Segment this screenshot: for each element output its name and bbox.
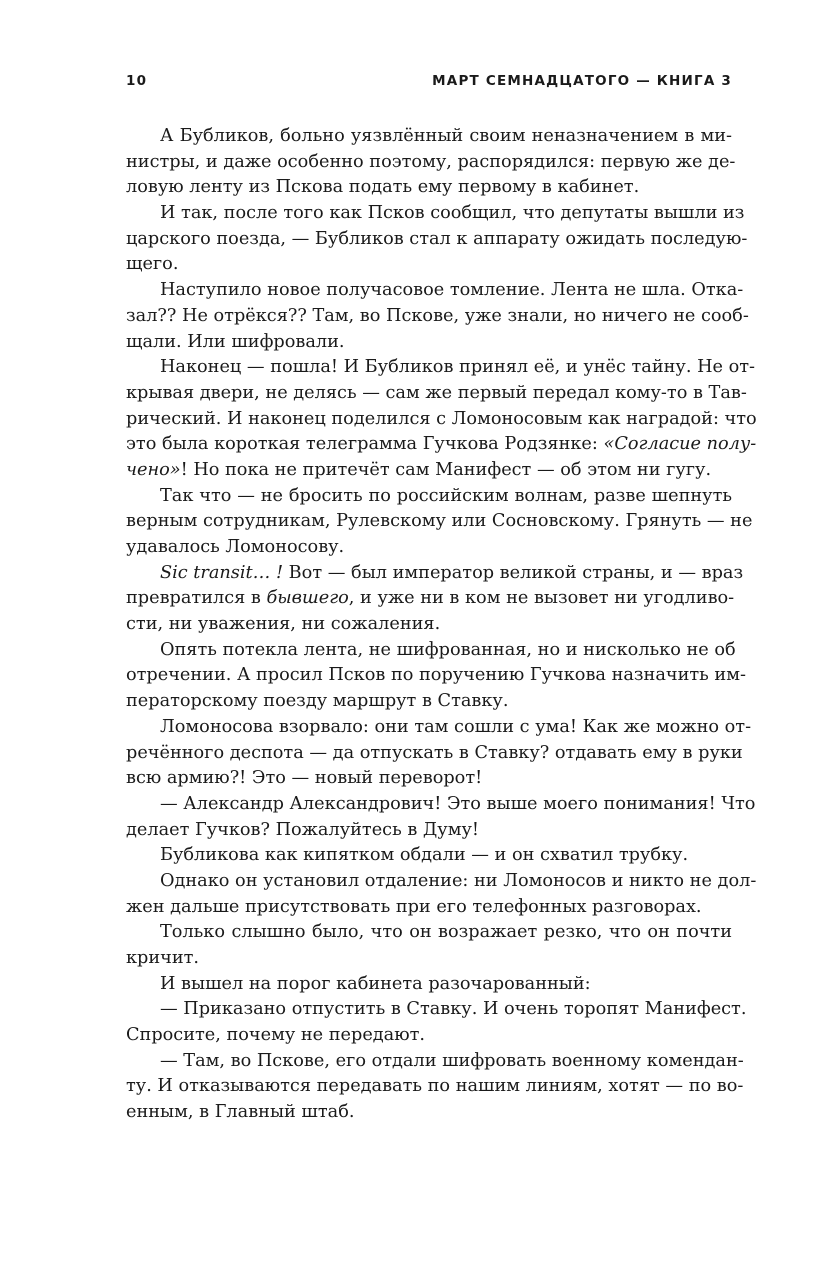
- text-line: [126, 586, 735, 612]
- text-line: — Приказано отпустить в Ставку. И очень торопят Манифест.: [160, 999, 747, 1020]
- text-line: крывая двери, не делясь — сам же первый передал кому-то в Тав-: [126, 382, 747, 403]
- text-segment: превратился в: [126, 588, 267, 609]
- text-line: [126, 432, 757, 458]
- text-line: Наступило новое получасовое томление. Лента не шла. Отка-: [160, 280, 744, 301]
- text-line: Однако он установил отдаление: ни Ломоносов и никто не дол-: [160, 870, 757, 891]
- text-line: А Бубликов, больно уязвлённый своим неназначением в ми-: [160, 126, 732, 146]
- text-line: Наконец — пошла! И Бубликов принял её, и унёс тайну. Не от-: [160, 357, 756, 378]
- text-line: Спросите, почему не передают.: [126, 1025, 426, 1046]
- text-line: И вышел на порог кабинета разочарованный:: [160, 973, 591, 994]
- text-line: отречении. А просил Псков по поручению Гучкова назначить им-: [126, 665, 746, 686]
- text-line: Опять потекла лента, не шифрованная, но и нисколько не об: [160, 639, 736, 660]
- italic-segment: чено»: [126, 459, 181, 480]
- text-line: ту. И отказываются передавать по нашим линиям, хотят — по во-: [126, 1076, 744, 1097]
- running-title: МАРТ СЕМНАДЦАТОГО — КНИГА 3: [432, 73, 732, 89]
- text-line: сти, ни уважения, ни сожаления.: [126, 614, 441, 635]
- text-line: жен дальше присутствовать при его телефонных разговорах.: [126, 896, 702, 917]
- text-line: [126, 458, 732, 484]
- text-line: [126, 561, 744, 587]
- text-line: нистры, и даже особенно поэтому, распорядился: первую же де-: [126, 151, 736, 172]
- text-line: енным, в Главный штаб.: [126, 1102, 355, 1123]
- text-line: И так, после того как Псков сообщил, что депутаты вышли из: [160, 203, 745, 224]
- running-header: [126, 70, 732, 92]
- text-line: зал?? Не отрёкся?? Там, во Пскове, уже знали, но ничего не сооб-: [126, 305, 749, 326]
- text-line: Бубликова как кипятком обдали — и он схватил трубку.: [160, 845, 689, 866]
- italic-segment: бывшего: [266, 588, 349, 609]
- italic-segment: Sic transit… !: [160, 562, 284, 583]
- text-line: делает Гучков? Пожалуйтесь в Думу!: [126, 819, 479, 840]
- text-line: Так что — не бросить по российским волнам, разве шепнуть: [160, 485, 732, 506]
- text-line: кричит.: [126, 948, 200, 968]
- text-line: всю армию?! Это — новый переворот!: [126, 768, 483, 789]
- text-segment: ! Но пока не притечёт сам Манифест — об этом ни гугу.: [180, 459, 712, 480]
- text-line: ловую ленту из Пскова подать ему первому в кабинет.: [126, 177, 640, 198]
- body-text: [126, 124, 757, 1126]
- text-line: — Александр Александрович! Это выше моего понимания! Что: [160, 793, 756, 814]
- page-number: 10: [126, 73, 148, 89]
- text-line: щего.: [126, 254, 179, 275]
- text-line: ператорскому поезду маршрут в Ставку.: [126, 691, 509, 712]
- italic-segment: «Согласие полу-: [603, 434, 757, 455]
- text-line: царского поезда, — Бубликов стал к аппарату ожидать последую-: [126, 228, 748, 249]
- text-segment: Вот — был император великой страны, и — враз: [283, 562, 744, 583]
- text-line: верным сотрудникам, Рулевскому или Сосновскому. Грянуть — не: [126, 511, 753, 532]
- text-line: щали. Или шифровали.: [126, 331, 345, 352]
- text-segment: это была короткая телеграмма Гучкова Родзянке:: [126, 434, 604, 455]
- text-line: Ломоносова взорвало: они там сошли с ума! Как же можно от-: [160, 716, 752, 737]
- text-line: удавалось Ломоносову.: [126, 537, 345, 557]
- text-segment: , и уже ни в ком не вызовет ни угодливо-: [348, 588, 735, 609]
- text-line: рический. И наконец поделился с Ломоносовым как наградой: что: [126, 408, 757, 429]
- text-line: Только слышно было, что он возражает резко, что он почти: [160, 922, 732, 943]
- text-line: речённого деспота — да отпускать в Ставку? отдавать ему в руки: [126, 742, 743, 763]
- text-line: — Там, во Пскове, его отдали шифровать военному комендан-: [160, 1050, 744, 1071]
